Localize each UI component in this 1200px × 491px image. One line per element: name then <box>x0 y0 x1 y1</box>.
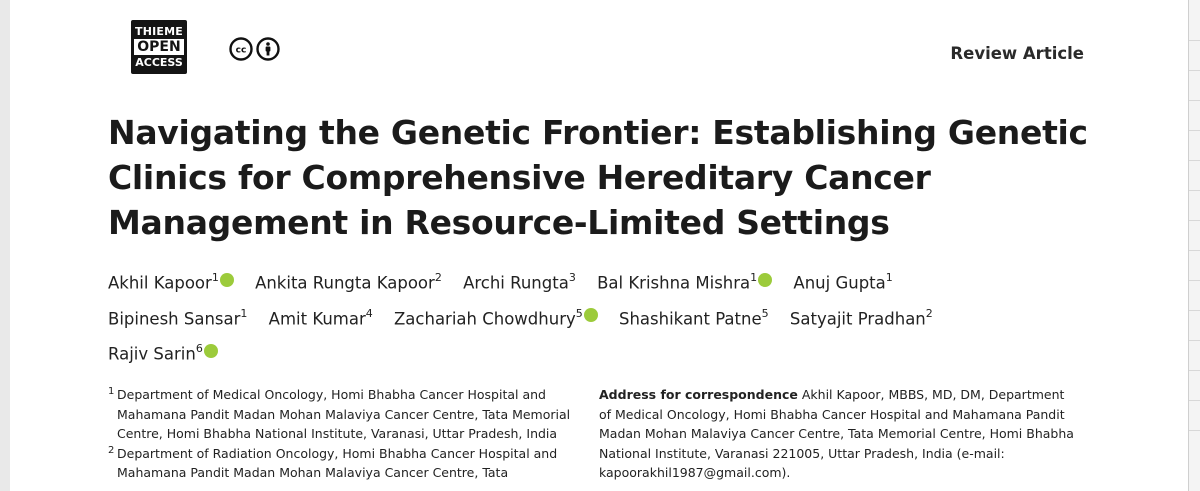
page-edge-line <box>1189 250 1200 251</box>
page-edge <box>1188 0 1200 491</box>
title-line-1: Navigating the Genetic Frontier: Establishing Genetic <box>108 113 1088 152</box>
author: Anuj Gupta$^1$ <box>793 271 893 293</box>
logo-line-2: OPEN <box>134 39 183 55</box>
correspondence-block <box>599 385 1079 483</box>
page-edge-line <box>1189 310 1200 311</box>
license-icons <box>229 37 280 61</box>
page-edge-line <box>1189 370 1200 371</box>
page-edge-line <box>1189 430 1200 431</box>
article-type-label: Review Article <box>950 44 1084 63</box>
page-edge-line <box>1189 280 1200 281</box>
thieme-open-access-logo <box>131 20 187 74</box>
svg-text:cc: cc <box>235 45 247 56</box>
author: Zachariah Chowdhury$^5$iD <box>394 299 598 335</box>
title-line-3: Management in Resource-Limited Settings <box>108 203 890 242</box>
orcid-icon[interactable] <box>220 273 234 287</box>
paper-title <box>108 110 1088 245</box>
page-edge-line <box>1189 100 1200 101</box>
logo-line-3: ACCESS <box>135 56 183 69</box>
author-list <box>108 263 1118 370</box>
affiliation-item: 2 Department of Radiation Oncology, Homi Bhabha Cancer Hospital and Mahamana Pandit Madan Mohan Malaviya Cancer Centre, Tata <box>108 444 558 480</box>
correspondence-text: Akhil Kapoor, MBBS, MD, DM, Department of Medical Oncology, Homi Bhabha Cancer Hospital and Mahamana Pandit Madan Mohan Malaviya Cancer Centre, Tata Memorial Centre, Homi Bhabha National Institute, Varanasi 221005, Uttar Pradesh, India (e-mail: kapoorakhil1987@gmail.com). <box>599 387 1074 480</box>
title-line-2: Clinics for Comprehensive Hereditary Cancer <box>108 158 931 197</box>
author: Satyajit Pradhan$^2$ <box>789 306 933 328</box>
author-row-2 <box>108 299 1118 335</box>
author: Rajiv Sarin$^6$iD <box>108 334 218 370</box>
attribution-icon <box>256 37 280 61</box>
page-edge-line <box>1189 160 1200 161</box>
author: Amit Kumar$^4$ <box>268 306 373 328</box>
author: Shashikant Patne$^5$ <box>619 306 769 328</box>
page-edge-line <box>1189 220 1200 221</box>
affiliation-item: 1 Department of Medical Oncology, Homi Bhabha Cancer Hospital and Mahamana Pandit Madan Mohan Malaviya Cancer Centre, Tata Memorial Centre, Homi Bhabha National Institute, Varanasi, Uttar Pradesh, India <box>108 386 571 441</box>
orcid-icon[interactable] <box>758 273 772 287</box>
page-edge-line <box>1189 40 1200 41</box>
logo-line-1: THIEME <box>135 25 183 38</box>
author-row-3 <box>108 334 1118 370</box>
page-edge-line <box>1189 190 1200 191</box>
page-edge-line <box>1189 400 1200 401</box>
affiliations <box>108 385 578 483</box>
author: Akhil Kapoor$^1$iD <box>108 263 234 299</box>
correspondence-label: Address for correspondence <box>599 387 798 402</box>
author-row-1 <box>108 263 1118 299</box>
author: Bal Krishna Mishra$^1$iD <box>597 263 772 299</box>
page-edge-line <box>1189 70 1200 71</box>
page-edge-line <box>1189 340 1200 341</box>
author: Archi Rungta$^3$ <box>463 271 576 293</box>
page-edge-line <box>1189 130 1200 131</box>
creative-commons-icon <box>229 37 253 61</box>
author: Bipinesh Sansar$^1$ <box>108 306 248 328</box>
orcid-icon[interactable] <box>204 344 218 358</box>
author: Ankita Rungta Kapoor$^2$ <box>255 271 442 293</box>
orcid-icon[interactable] <box>584 308 598 322</box>
